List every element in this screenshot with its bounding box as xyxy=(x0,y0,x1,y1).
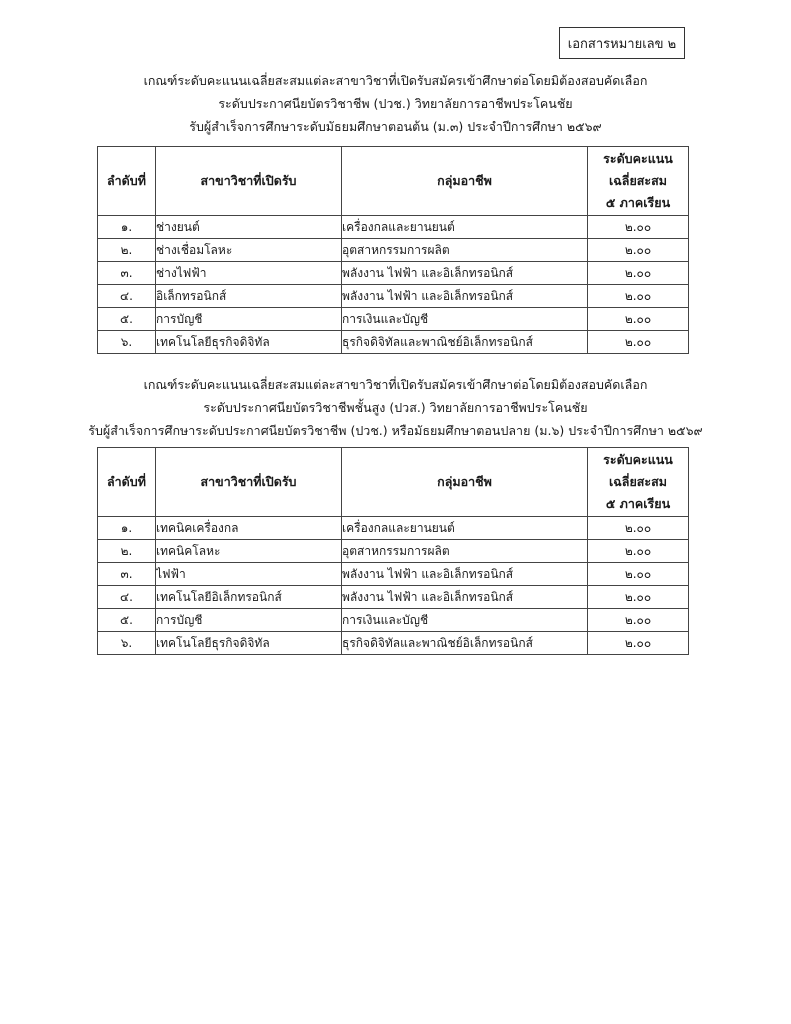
table-header-row xyxy=(98,147,689,216)
row-number: ๕. xyxy=(98,609,156,632)
section-1-heading xyxy=(60,69,731,138)
row-major: การบัญชี xyxy=(156,308,342,331)
row-number: ๓. xyxy=(98,262,156,285)
header-score xyxy=(588,448,689,517)
header-score-line: ๕ ภาคเรียน xyxy=(605,496,671,511)
row-major: เทคนิคเครื่องกล xyxy=(156,517,342,540)
row-major: ไฟฟ้า xyxy=(156,563,342,586)
table-row xyxy=(98,586,689,609)
row-major: เทคนิคโลหะ xyxy=(156,540,342,563)
table-row xyxy=(98,239,689,262)
heading-line: เกณฑ์ระดับคะแนนเฉลี่ยสะสมแต่ละสาขาวิชาที่เปิดรับสมัครเข้าศึกษาต่อโดยมิต้องสอบคัดเลือก xyxy=(143,377,648,392)
row-gpa-score: ๒.๐๐ xyxy=(588,331,689,354)
row-occupation-group: การเงินและบัญชี xyxy=(342,609,588,632)
table-row xyxy=(98,285,689,308)
row-gpa-score: ๒.๐๐ xyxy=(588,540,689,563)
row-gpa-score: ๒.๐๐ xyxy=(588,632,689,655)
header-no: ลำดับที่ xyxy=(98,448,156,517)
section-2-heading xyxy=(60,373,731,442)
row-number: ๒. xyxy=(98,239,156,262)
row-occupation-group: เครื่องกลและยานยนต์ xyxy=(342,517,588,540)
heading-line: รับผู้สำเร็จการศึกษาระดับมัธยมศึกษาตอนต้น (ม.๓) ประจำปีการศึกษา ๒๕๖๙ xyxy=(189,119,602,134)
section-1-table xyxy=(97,146,689,354)
row-major: เทคโนโลยีอิเล็กทรอนิกส์ xyxy=(156,586,342,609)
row-gpa-score: ๒.๐๐ xyxy=(588,609,689,632)
row-number: ๔. xyxy=(98,285,156,308)
row-occupation-group: การเงินและบัญชี xyxy=(342,308,588,331)
row-number: ๖. xyxy=(98,632,156,655)
heading-line: ระดับประกาศนียบัตรวิชาชีพชั้นสูง (ปวส.) วิทยาลัยการอาชีพประโคนชัย xyxy=(203,400,588,415)
table-body xyxy=(98,517,689,655)
table-row xyxy=(98,308,689,331)
row-number: ๒. xyxy=(98,540,156,563)
table-body xyxy=(98,216,689,354)
row-number: ๓. xyxy=(98,563,156,586)
row-occupation-group: พลังงาน ไฟฟ้า และอิเล็กทรอนิกส์ xyxy=(342,586,588,609)
header-major: สาขาวิชาที่เปิดรับ xyxy=(156,147,342,216)
row-gpa-score: ๒.๐๐ xyxy=(588,239,689,262)
row-number: ๑. xyxy=(98,517,156,540)
row-number: ๔. xyxy=(98,586,156,609)
row-occupation-group: พลังงาน ไฟฟ้า และอิเล็กทรอนิกส์ xyxy=(342,563,588,586)
row-major: เทคโนโลยีธุรกิจดิจิทัล xyxy=(156,632,342,655)
table-header-row xyxy=(98,448,689,517)
row-occupation-group: เครื่องกลและยานยนต์ xyxy=(342,216,588,239)
row-occupation-group: พลังงาน ไฟฟ้า และอิเล็กทรอนิกส์ xyxy=(342,285,588,308)
table-row xyxy=(98,331,689,354)
row-gpa-score: ๒.๐๐ xyxy=(588,285,689,308)
row-major: เทคโนโลยีธุรกิจดิจิทัล xyxy=(156,331,342,354)
row-occupation-group: อุตสาหกรรมการผลิต xyxy=(342,239,588,262)
row-number: ๕. xyxy=(98,308,156,331)
row-occupation-group: ธุรกิจดิจิทัลและพาณิชย์อิเล็กทรอนิกส์ xyxy=(342,331,588,354)
row-gpa-score: ๒.๐๐ xyxy=(588,262,689,285)
document-number-box xyxy=(559,27,685,59)
table-row xyxy=(98,517,689,540)
header-major: สาขาวิชาที่เปิดรับ xyxy=(156,448,342,517)
header-no: ลำดับที่ xyxy=(98,147,156,216)
row-major: อิเล็กทรอนิกส์ xyxy=(156,285,342,308)
row-gpa-score: ๒.๐๐ xyxy=(588,586,689,609)
row-number: ๖. xyxy=(98,331,156,354)
row-occupation-group: อุตสาหกรรมการผลิต xyxy=(342,540,588,563)
header-group: กลุ่มอาชีพ xyxy=(342,147,588,216)
table-row xyxy=(98,632,689,655)
header-score-line: เฉลี่ยสะสม xyxy=(609,474,667,489)
row-major: ช่างยนต์ xyxy=(156,216,342,239)
header-score-line: เฉลี่ยสะสม xyxy=(609,173,667,188)
table-row xyxy=(98,609,689,632)
heading-line: ระดับประกาศนียบัตรวิชาชีพ (ปวช.) วิทยาลัยการอาชีพประโคนชัย xyxy=(218,96,573,111)
row-major: การบัญชี xyxy=(156,609,342,632)
section-2-table xyxy=(97,447,689,655)
row-major: ช่างเชื่อมโลหะ xyxy=(156,239,342,262)
heading-line: รับผู้สำเร็จการศึกษาระดับประกาศนียบัตรวิชาชีพ (ปวช.) หรือมัธยมศึกษาตอนปลาย (ม.๖) ประจำปีการศึกษา ๒๕๖๙ xyxy=(88,423,703,438)
header-group: กลุ่มอาชีพ xyxy=(342,448,588,517)
row-occupation-group: พลังงาน ไฟฟ้า และอิเล็กทรอนิกส์ xyxy=(342,262,588,285)
header-score-line: ระดับคะแนน xyxy=(603,151,673,166)
row-gpa-score: ๒.๐๐ xyxy=(588,216,689,239)
row-gpa-score: ๒.๐๐ xyxy=(588,563,689,586)
header-score-line: ระดับคะแนน xyxy=(603,452,673,467)
row-number: ๑. xyxy=(98,216,156,239)
header-score xyxy=(588,147,689,216)
table-row xyxy=(98,262,689,285)
header-score-line: ๕ ภาคเรียน xyxy=(605,195,671,210)
document-number: เอกสารหมายเลข ๒ xyxy=(567,36,677,52)
row-occupation-group: ธุรกิจดิจิทัลและพาณิชย์อิเล็กทรอนิกส์ xyxy=(342,632,588,655)
table-row xyxy=(98,563,689,586)
row-gpa-score: ๒.๐๐ xyxy=(588,308,689,331)
heading-line: เกณฑ์ระดับคะแนนเฉลี่ยสะสมแต่ละสาขาวิชาที่เปิดรับสมัครเข้าศึกษาต่อโดยมิต้องสอบคัดเลือก xyxy=(143,73,648,88)
row-gpa-score: ๒.๐๐ xyxy=(588,517,689,540)
row-major: ช่างไฟฟ้า xyxy=(156,262,342,285)
table-row xyxy=(98,540,689,563)
table-row xyxy=(98,216,689,239)
